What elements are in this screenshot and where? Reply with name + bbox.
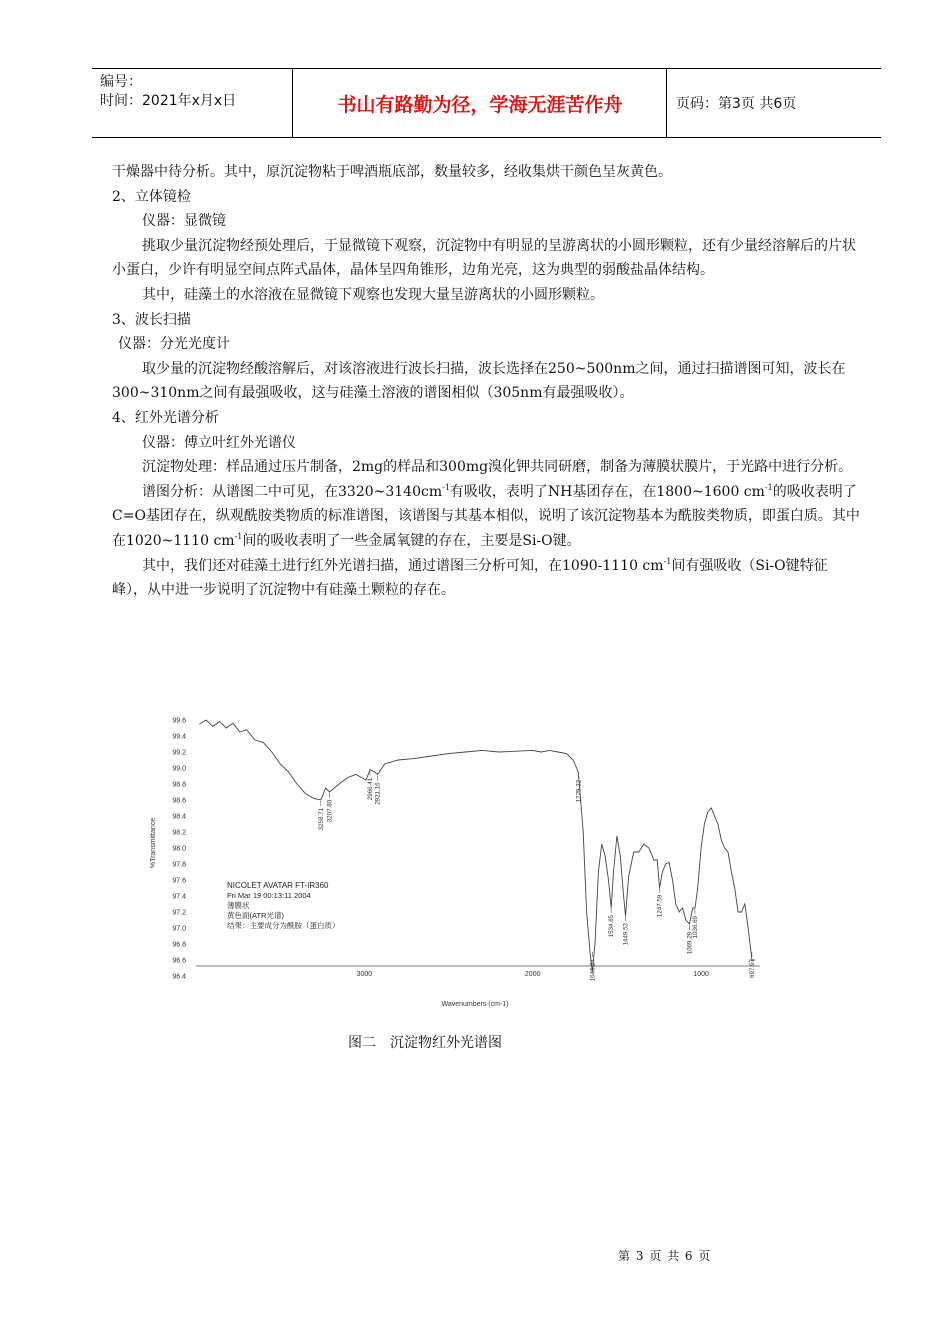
- instrument-name: NICOLET AVATAR FT-IR360: [227, 881, 329, 890]
- sample-form: 薄膜状: [227, 901, 250, 910]
- spectrum-line: [199, 720, 755, 972]
- x-axis-label: Wavenumbers (cm-1): [441, 1001, 509, 1008]
- y-tick-label: 98.0: [172, 845, 186, 853]
- peak-label: 1449.53: [622, 923, 630, 946]
- y-tick-label: 97.4: [172, 893, 186, 901]
- page-label: 页码：第3页 共6页: [676, 96, 797, 112]
- number-label: 编号：: [100, 74, 142, 90]
- y-tick-label: 98.6: [172, 797, 186, 805]
- y-tick-label: 98.4: [172, 813, 186, 821]
- text-run: 其中，我们还对硅藻土进行红外光谱扫描，通过谱图三分析可知，在1090-1110 cm: [142, 557, 664, 574]
- peak-label: 3258.71: [317, 808, 325, 831]
- x-tick-label: 2000: [524, 971, 541, 978]
- instrument-line: 仪器：显微镜: [142, 213, 226, 230]
- section-heading: 4、红外光谱分析: [112, 409, 219, 426]
- peak-label: 2921.16: [374, 782, 382, 805]
- text-run: 有吸收，表明了NH基团存在，在1800~1600 cm: [449, 483, 765, 500]
- peak-label: 1534.65: [608, 914, 616, 938]
- y-tick-label: 96.8: [172, 941, 186, 949]
- instrument-line: 仪器：分光光度计: [118, 336, 230, 353]
- time-label: 时间：2021年x月x日: [100, 93, 237, 109]
- y-tick-label: 99.0: [172, 765, 186, 773]
- y-tick-label: 98.2: [172, 829, 186, 837]
- peak-label: 1036.69: [691, 916, 699, 939]
- superscript: -1: [663, 556, 672, 566]
- ir-spectrum-figure: [140, 697, 770, 1013]
- section-heading: 2、立体镜检: [112, 188, 191, 205]
- info-box: [227, 881, 340, 930]
- header-divider: [666, 69, 667, 137]
- header-table: [92, 68, 881, 138]
- result-text: 结果：主要成分为酰胺（蛋白质）: [227, 921, 340, 930]
- paragraph: 沉淀物处理：样品通过压片制备，2mg的样品和300mg溴化钾共同研磨，制备为薄膜状膜片，于光路中进行分析。: [142, 459, 853, 476]
- text-run: 谱图分析：从谱图二中可见，在3320~3140cm: [142, 483, 443, 500]
- body-text: [112, 160, 860, 603]
- peak-label: 3207.80: [326, 799, 334, 823]
- paragraph: 取少量的沉淀物经酸溶解后，对该溶液进行波长扫描，波长选择在250~500nm之间，通过扫描谱图可知，波长在300~310nm之间有最强吸收，这与硅藻土溶液的谱图相似（305nm有最强吸收）。: [112, 360, 846, 402]
- x-tick-label: 1000: [693, 971, 709, 978]
- superscript: -1: [234, 531, 243, 541]
- header-divider: [292, 69, 293, 137]
- instrument-line: 仪器：傅立叶红外光谱仪: [142, 434, 296, 451]
- figure-caption: 图二 沉淀物红外光谱图: [348, 1035, 502, 1051]
- y-tick-label: 99.6: [172, 717, 186, 725]
- sample-surface: 黄色面(ATR光谱): [227, 911, 284, 920]
- text-run: 间有强吸收（Si-O键特征峰），从中进一步说明了沉淀物中有硅藻土颗粒的存在。: [112, 557, 828, 599]
- paragraph: 干燥器中待分析。其中，原沉淀物粘于啤酒瓶底部，数量较多，经收集烘干颜色呈灰黄色。: [112, 164, 672, 180]
- peak-label: 1069.29: [686, 931, 694, 955]
- peak-label: 1247.59: [656, 894, 664, 918]
- footer-page-number: 第 3 页 共 6 页: [618, 1249, 712, 1263]
- ir-spectrum-chart: [140, 697, 770, 1013]
- text-run: 间的吸收表明了一些金属氧键的存在，主要是Si-O键。: [242, 532, 581, 549]
- y-tick-label: 97.2: [172, 909, 186, 917]
- peak-label: 697.97: [748, 959, 756, 978]
- y-axis-label: %Transmittance: [150, 817, 157, 869]
- y-tick-label: 97.8: [172, 861, 186, 869]
- y-tick-label: 98.8: [172, 781, 186, 789]
- paragraph: 挑取少量沉淀物经预处理后，于显微镜下观察，沉淀物中有明显的呈游离状的小圆形颗粒，还有少量经溶解后的片状小蛋白，少许有明显空间点阵式晶体，晶体呈四角锥形，边角光亮，这为典型的弱酸盐晶体结构。: [112, 237, 856, 279]
- text-run: 的吸收表明了C=O基团存在，纵观酰胺类物质的标准谱图，该谱图与其基本相似，说明了该沉淀物基本为酰胺类物质，即蛋白质。其中在1020~1110 cm: [112, 483, 860, 549]
- peak-label: 1646.24: [589, 959, 597, 982]
- y-tick-label: 96.6: [172, 957, 186, 965]
- x-tick-label: 3000: [356, 971, 373, 978]
- header-motto: 书山有路勤为径，学海无涯苦作舟: [337, 94, 623, 116]
- peak-label: 1729.32: [575, 779, 583, 803]
- y-tick-label: 99.4: [172, 733, 186, 741]
- header-left-cell: [100, 73, 296, 111]
- paragraph: 其中，硅藻土的水溶液在显微镜下观察也发现大量呈游离状的小圆形颗粒。: [142, 286, 604, 303]
- y-tick-label: 97.6: [172, 877, 186, 885]
- y-tick-label: 97.0: [172, 925, 186, 933]
- timestamp: Fri Mar 19 00:13:11 2004: [227, 891, 311, 900]
- superscript: -1: [764, 482, 773, 492]
- peak-label: 2966.41: [367, 777, 374, 801]
- y-tick-label: 99.2: [172, 749, 186, 757]
- superscript: -1: [442, 482, 450, 492]
- y-tick-label: 96.4: [172, 973, 186, 981]
- spectrum-analysis-paragraph: [112, 480, 860, 554]
- section-heading: 3、波长扫描: [112, 311, 191, 328]
- diatom-paragraph: [112, 554, 860, 603]
